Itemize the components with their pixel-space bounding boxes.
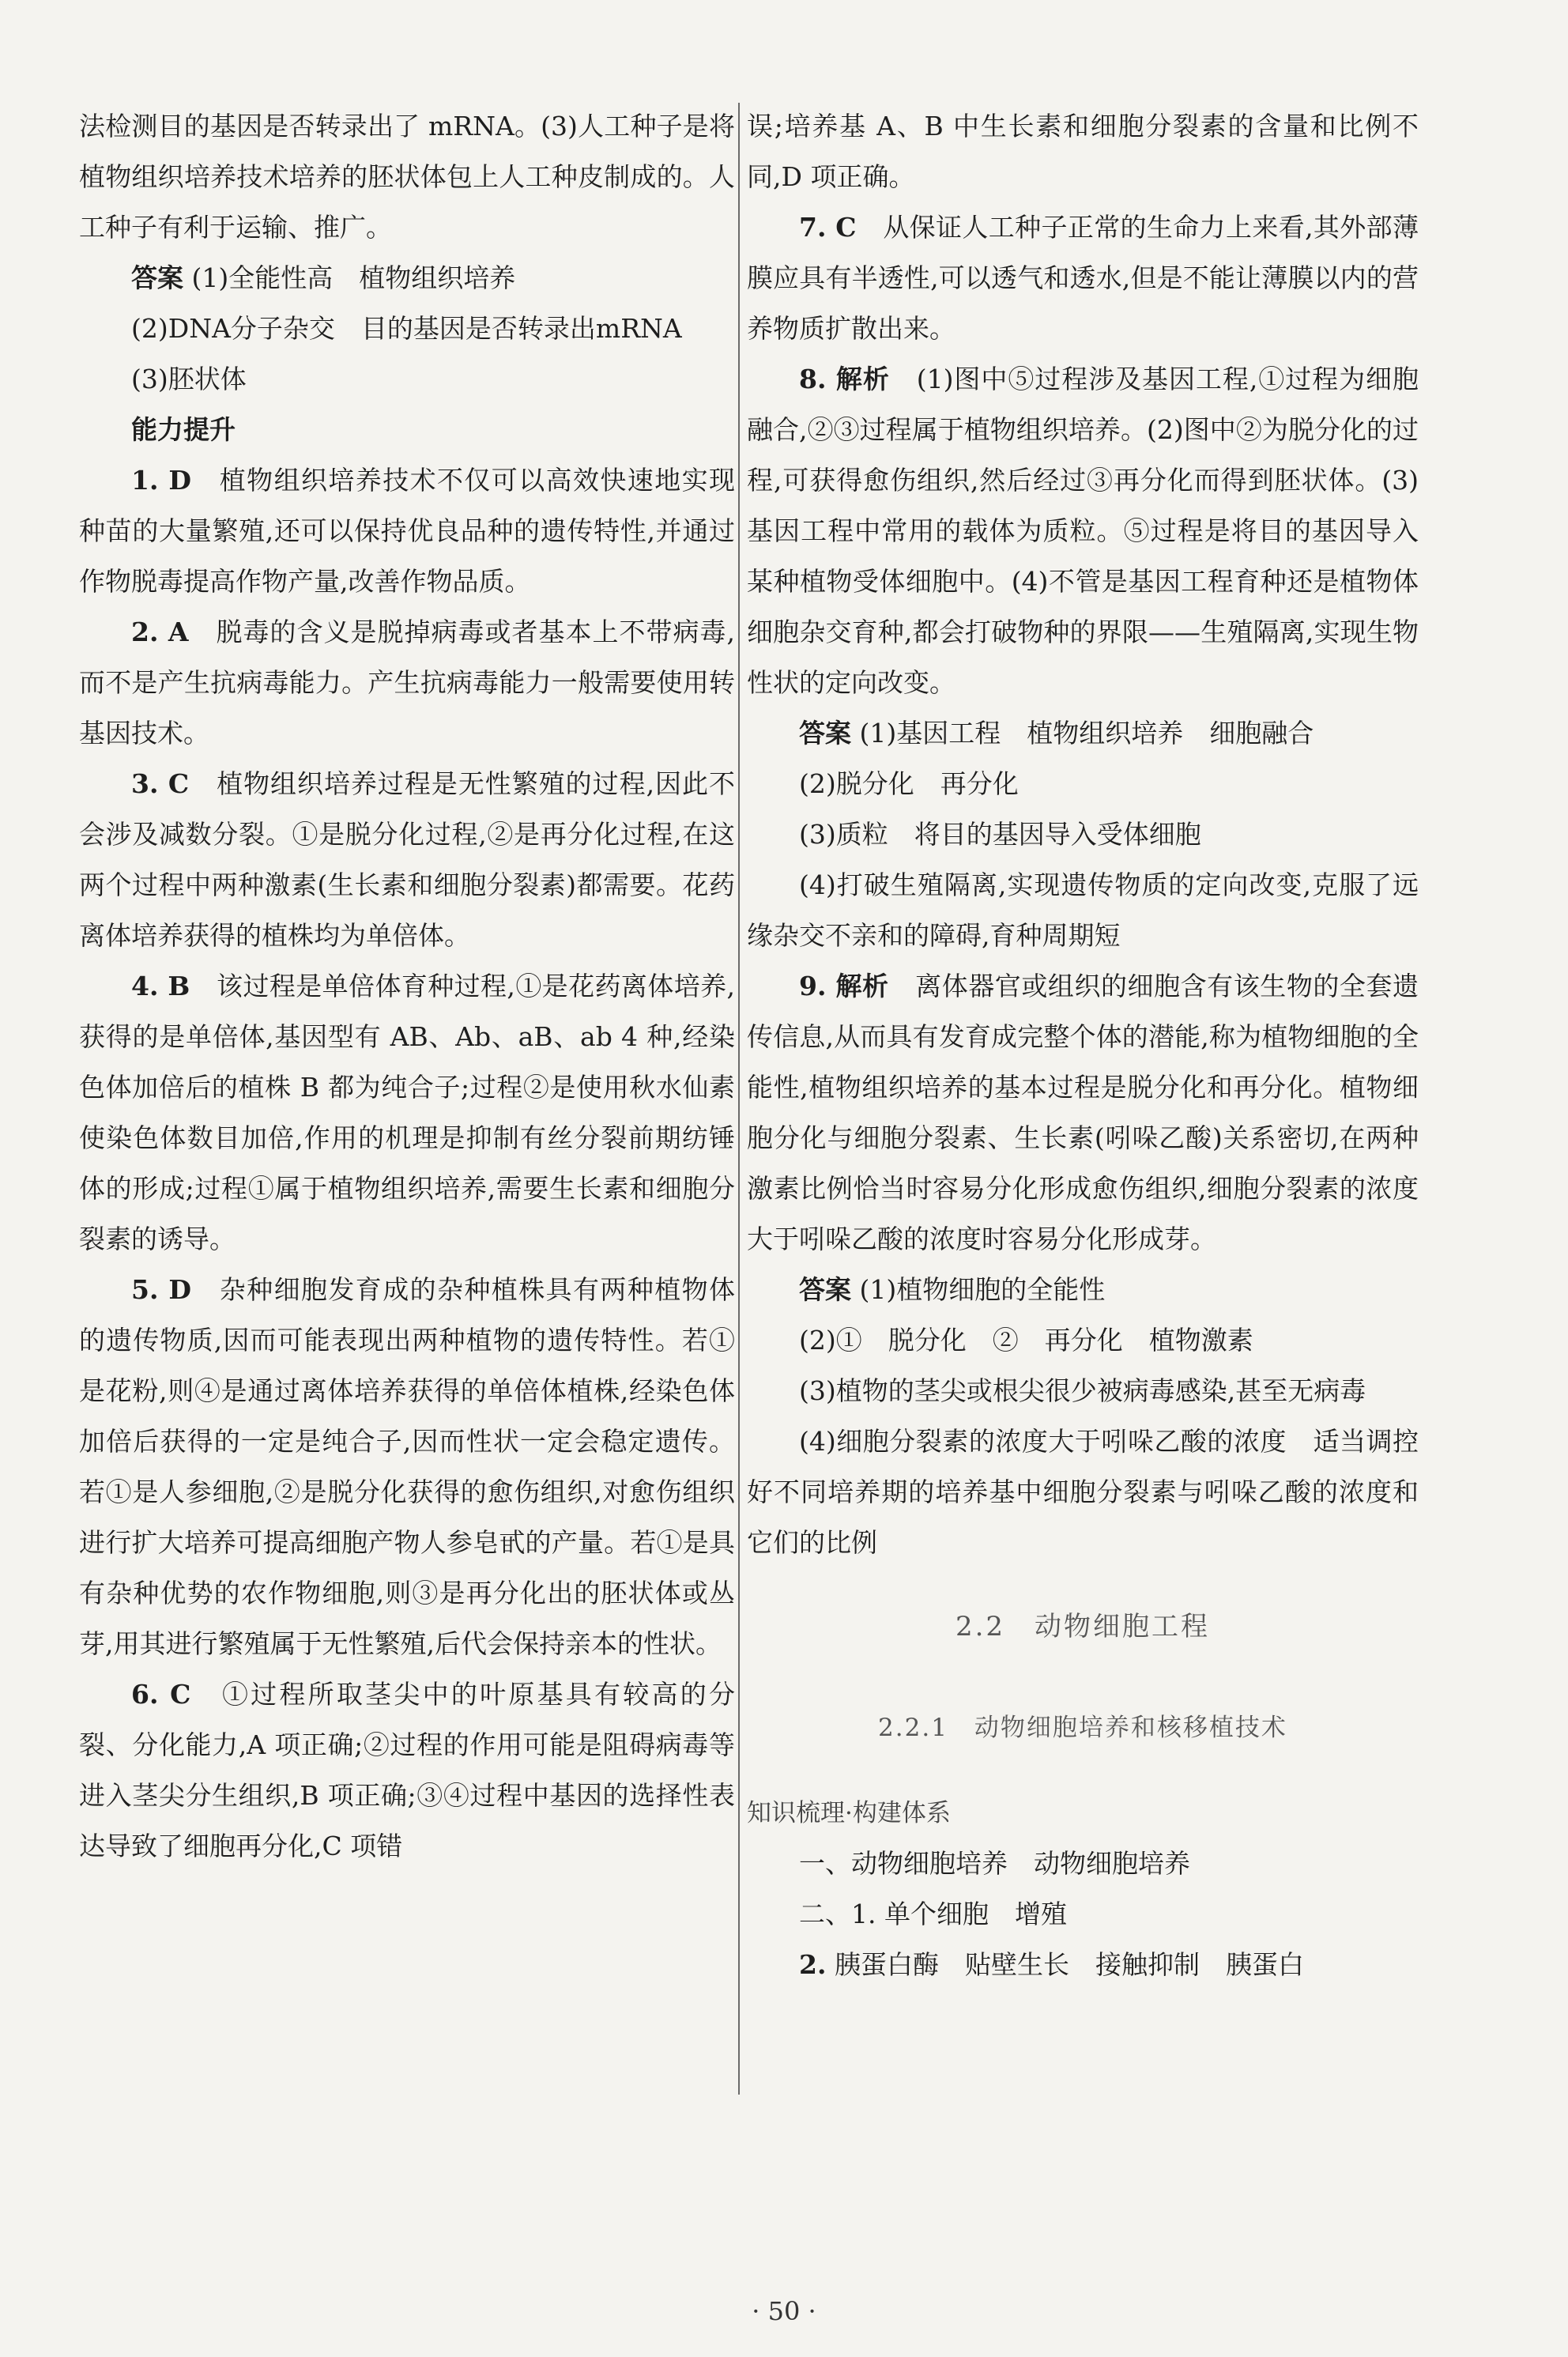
question-7 (747, 202, 1419, 354)
answer-8-line3: (3)质粒 将目的基因导入受体细胞 (799, 819, 1201, 850)
page-number: · 50 · (752, 2296, 816, 2326)
right-column (747, 101, 1419, 1990)
question-number: 8. 解析 (799, 364, 890, 394)
answer-label: 答案 (131, 262, 183, 293)
question-text: 杂种细胞发育成的杂种植株具有两种植物体的遗传物质,因而可能表现出两种植物的遗传特性。若①是花粉,则④是通过离体培养获得的单倍体植株,经染色体加倍后获得的一定是纯合子,因而性状一定会稳定遗传。若①是人参细胞,②是脱分化获得的愈伤组织,对愈伤组织进行扩大培养可提高细胞产物人参皂甙的产量。若①是具有杂种优势的农作物细胞,则③是再分化出的胚状体或丛芽,用其进行繁殖属于无性繁殖,后代会保持亲本的性状。 (79, 1274, 736, 1659)
question-number: 4. B (131, 971, 190, 1001)
answer-9-line2: (2)① 脱分化 ② 再分化 植物激素 (799, 1325, 1253, 1356)
question-2 (79, 607, 735, 759)
answer-9-line3: (3)植物的茎尖或根尖很少被病毒感染,甚至无病毒 (799, 1375, 1366, 1406)
answer-9 (747, 1265, 1419, 1315)
answer-8-line4: (4)打破生殖隔离,实现遗传物质的定向改变,克服了远缘杂交不亲和的障碍,育种周期短 (747, 869, 1419, 951)
subsection-title: 2.2.1 动物细胞培养和核移植技术 (878, 1714, 1287, 1742)
question-6 (79, 1669, 735, 1872)
section-title: 2.2 动物细胞工程 (955, 1611, 1211, 1642)
left-column (79, 101, 735, 1872)
question-number: 9. 解析 (799, 971, 889, 1001)
question-3 (79, 759, 735, 961)
question-text: 从保证人工种子正常的生命力上来看,其外部薄膜应具有半透性,可以透气和透水,但是不能让薄膜以内的营养物质扩散出来。 (747, 212, 1419, 344)
question-1 (79, 455, 735, 607)
answer-9-line4: (4)细胞分裂素的浓度大于吲哚乙酸的浓度 适当调控好不同培养期的培养基中细胞分裂素与吲哚乙酸的浓度和它们的比例 (747, 1426, 1419, 1558)
knowledge-line-3 (747, 1940, 1419, 1990)
item-number: 2. (799, 1949, 827, 1980)
column-divider (738, 103, 740, 2095)
answer-1-line3: (3)胚状体 (131, 364, 247, 394)
question-text: ①过程所取茎尖中的叶原基具有较高的分裂、分化能力,A 项正确;②过程的作用可能是阻碍病毒等进入茎尖分生组织,B 项正确;③④过程中基因的选择性表达导致了细胞再分化,C 项错 (79, 1679, 736, 1861)
question-4 (79, 961, 735, 1265)
question-text: 脱毒的含义是脱掉病毒或者基本上不带病毒,而不是产生抗病毒能力。产生抗病毒能力一般需要使用转基因技术。 (79, 617, 735, 749)
question-8 (747, 354, 1419, 708)
question-number: 3. C (131, 768, 190, 799)
question-text: 该过程是单倍体育种过程,①是花药离体培养,获得的是单倍体,基因型有 AB、Ab、aB、ab 4 种,经染色体加倍后的植株 B 都为纯合子;过程②是使用秋水仙素使染色体数目加倍,作用的机理是抑制有丝分裂前期纺锤体的形成;过程①属于植物组织培养,需要生长素和细胞分裂素的诱导。 (79, 971, 736, 1254)
knowledge-line-2: 二、1. 单个细胞 增殖 (799, 1899, 1067, 1929)
question-text: 离体器官或组织的细胞含有该生物的全套遗传信息,从而具有发育成完整个体的潜能,称为植物细胞的全能性,植物组织培养的基本过程是脱分化和再分化。植物细胞分化与细胞分裂素、生长素(吲哚乙酸)关系密切,在两种激素比例恰当时容易分化形成愈伤组织,细胞分裂素的浓度大于吲哚乙酸的浓度时容易分化形成芽。 (747, 971, 1419, 1254)
question-number: 6. C (131, 1679, 191, 1710)
section-heading: 能力提升 (131, 414, 236, 445)
question-text: 植物组织培养过程是无性繁殖的过程,因此不会涉及减数分裂。①是脱分化过程,②是再分化过程,在这两个过程中两种激素(生长素和细胞分裂素)都需要。花药离体培养获得的植株均为单倍体。 (79, 768, 735, 951)
answer-1 (79, 253, 735, 304)
paragraph-continuation: 法检测目的基因是否转录出了 mRNA。(3)人工种子是将植物组织培养技术培养的胚状体包上人工种皮制成的。人工种子有利于运输、推广。 (79, 111, 735, 243)
answer-1-line2: (2)DNA分子杂交 目的基因是否转录出mRNA (131, 313, 682, 344)
question-number: 1. D (131, 465, 191, 496)
answer-text: (1)基因工程 植物组织培养 细胞融合 (859, 718, 1314, 749)
item-text: 胰蛋白酶 贴壁生长 接触抑制 胰蛋白 (834, 1949, 1304, 1980)
knowledge-line-1: 一、动物细胞培养 动物细胞培养 (799, 1848, 1190, 1879)
answer-label: 答案 (799, 1274, 851, 1305)
answer-text: (1)植物细胞的全能性 (859, 1274, 1106, 1305)
question-5 (79, 1265, 735, 1669)
answer-text: (1)全能性高 植物组织培养 (191, 262, 516, 293)
question-number: 7. C (799, 212, 857, 243)
answer-8 (747, 708, 1419, 759)
answer-label: 答案 (799, 718, 851, 749)
question-text: (1)图中⑤过程涉及基因工程,①过程为细胞融合,②③过程属于植物组织培养。(2)图中②为脱分化的过程,可获得愈伤组织,然后经过③再分化而得到胚状体。(3)基因工程中常用的载体为质粒。⑤过程是将目的基因导入某种植物受体细胞中。(4)不管是基因工程育种还是植物体细胞杂交育种,都会打破物种的界限——生殖隔离,实现生物性状的定向改变。 (747, 364, 1419, 698)
question-text: 植物组织培养技术不仅可以高效快速地实现种苗的大量繁殖,还可以保持优良品种的遗传特性,并通过作物脱毒提高作物产量,改善作物品质。 (79, 465, 736, 597)
question-9 (747, 961, 1419, 1265)
question-number: 5. D (131, 1274, 191, 1305)
paragraph-continuation: 误;培养基 A、B 中生长素和细胞分裂素的含量和比例不同,D 项正确。 (747, 111, 1419, 192)
knowledge-label: 知识梳理·构建体系 (747, 1799, 951, 1827)
answer-8-line2: (2)脱分化 再分化 (799, 768, 1019, 799)
question-number: 2. A (131, 617, 189, 647)
